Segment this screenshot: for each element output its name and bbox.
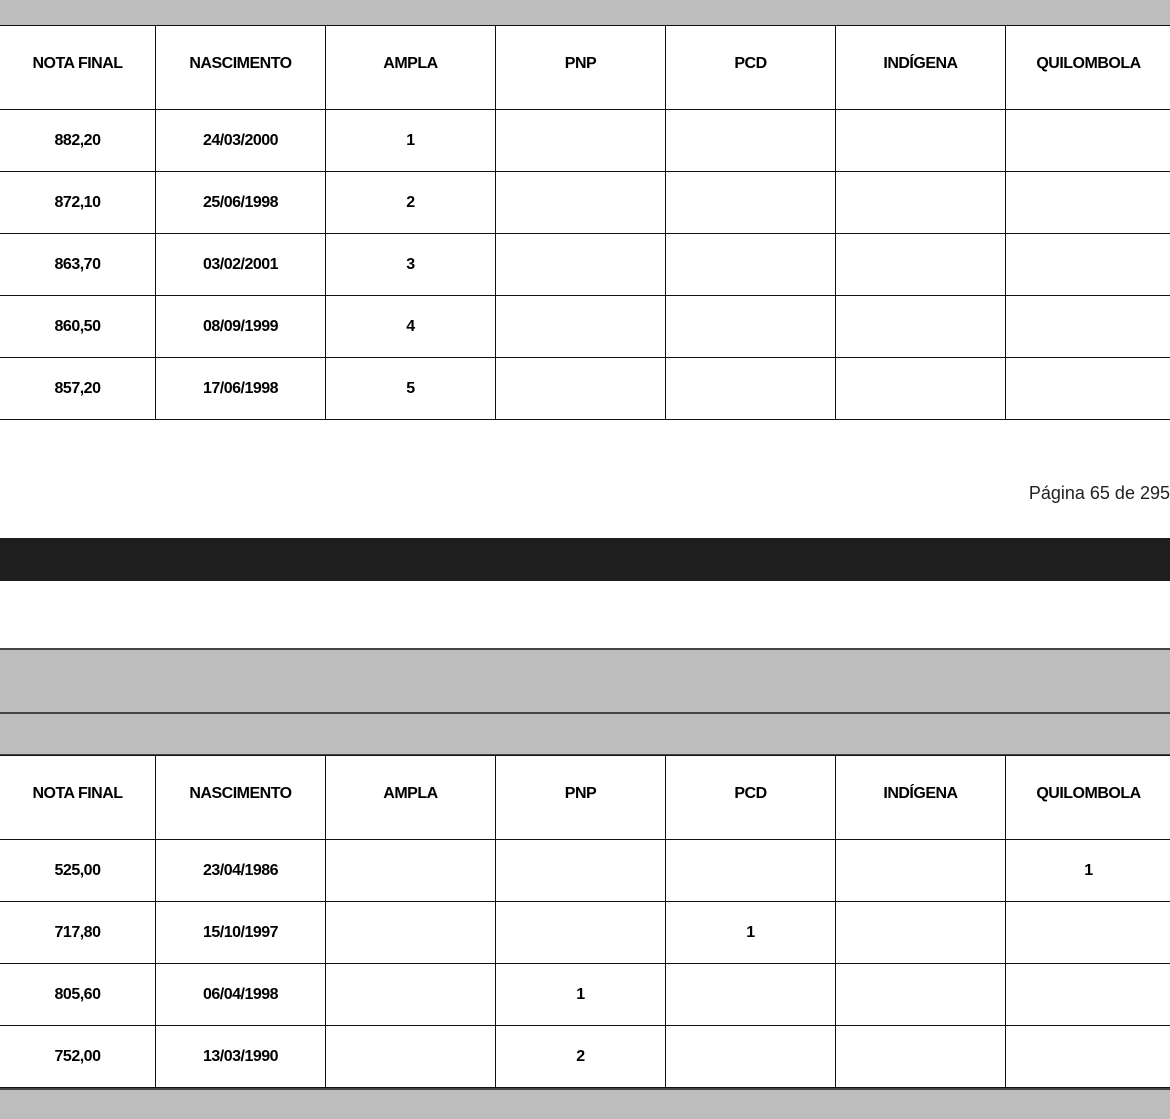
col-header-nascimento: NASCIMENTO — [156, 26, 326, 110]
cell-quilombola — [1006, 172, 1170, 234]
col-header-pcd: PCD — [666, 26, 836, 110]
cell-pcd — [666, 1026, 836, 1088]
cell-nota-final: 805,60 — [0, 964, 156, 1026]
cell-ampla: 4 — [326, 296, 496, 358]
cell-quilombola — [1006, 964, 1170, 1026]
cell-indigena — [836, 110, 1006, 172]
section-header-band — [0, 648, 1170, 714]
cell-ampla — [326, 964, 496, 1026]
cell-pnp — [496, 840, 666, 902]
cell-indigena — [836, 358, 1006, 420]
page-divider — [0, 538, 1170, 581]
table-row — [0, 840, 1170, 902]
cell-ampla: 3 — [326, 234, 496, 296]
cell-nascimento: 08/09/1999 — [156, 296, 326, 358]
cell-indigena — [836, 1026, 1006, 1088]
cell-pnp — [496, 358, 666, 420]
col-header-pnp: PNP — [496, 26, 666, 110]
cell-nascimento: 17/06/1998 — [156, 358, 326, 420]
col-header-pcd: PCD — [666, 756, 836, 840]
cell-pcd — [666, 840, 836, 902]
cell-pcd — [666, 964, 836, 1026]
cell-quilombola — [1006, 234, 1170, 296]
cell-pnp — [496, 296, 666, 358]
cell-nota-final: 882,20 — [0, 110, 156, 172]
cell-pnp — [496, 902, 666, 964]
cell-nota-final: 872,10 — [0, 172, 156, 234]
cell-ampla — [326, 902, 496, 964]
col-header-ampla: AMPLA — [326, 756, 496, 840]
cell-nota-final: 525,00 — [0, 840, 156, 902]
cell-nascimento: 24/03/2000 — [156, 110, 326, 172]
col-header-nota-final: NOTA FINAL — [0, 26, 156, 110]
cell-quilombola — [1006, 358, 1170, 420]
col-header-nascimento: NASCIMENTO — [156, 756, 326, 840]
cell-ampla: 1 — [326, 110, 496, 172]
table-row — [0, 234, 1170, 296]
page-number: Página 65 de 295 — [1028, 483, 1170, 503]
cell-indigena — [836, 172, 1006, 234]
cell-indigena — [836, 902, 1006, 964]
cell-ampla: 5 — [326, 358, 496, 420]
table-row — [0, 1026, 1170, 1088]
table-header-row — [0, 756, 1170, 840]
col-header-ampla: AMPLA — [326, 26, 496, 110]
cell-pcd — [666, 172, 836, 234]
cell-nota-final: 860,50 — [0, 296, 156, 358]
col-header-quilombola: QUILOMBOLA — [1006, 756, 1170, 840]
cell-pnp — [496, 172, 666, 234]
cell-indigena — [836, 840, 1006, 902]
cell-quilombola — [1006, 902, 1170, 964]
cell-nascimento: 25/06/1998 — [156, 172, 326, 234]
cell-pcd — [666, 358, 836, 420]
page-header-band — [0, 0, 1170, 25]
table-row — [0, 902, 1170, 964]
cell-pcd — [666, 296, 836, 358]
cell-pnp: 1 — [496, 964, 666, 1026]
cell-nascimento: 03/02/2001 — [156, 234, 326, 296]
cell-pcd: 1 — [666, 902, 836, 964]
col-header-pnp: PNP — [496, 756, 666, 840]
cell-quilombola: 1 — [1006, 840, 1170, 902]
cell-nascimento: 15/10/1997 — [156, 902, 326, 964]
cell-quilombola — [1006, 110, 1170, 172]
cell-pcd — [666, 234, 836, 296]
cell-pnp — [496, 110, 666, 172]
cell-quilombola — [1006, 1026, 1170, 1088]
col-header-quilombola: QUILOMBOLA — [1006, 26, 1170, 110]
table-row — [0, 110, 1170, 172]
cell-quilombola — [1006, 296, 1170, 358]
table-row — [0, 358, 1170, 420]
cell-indigena — [836, 234, 1006, 296]
cell-nota-final: 717,80 — [0, 902, 156, 964]
cell-indigena — [836, 296, 1006, 358]
cell-pnp — [496, 234, 666, 296]
table-header-row — [0, 26, 1170, 110]
cell-nascimento: 06/04/1998 — [156, 964, 326, 1026]
cell-nota-final: 863,70 — [0, 234, 156, 296]
cell-ampla — [326, 840, 496, 902]
col-header-indigena: INDÍGENA — [836, 26, 1006, 110]
cell-pnp: 2 — [496, 1026, 666, 1088]
cell-ampla: 2 — [326, 172, 496, 234]
ranking-table-1 — [0, 25, 1170, 420]
cell-ampla — [326, 1026, 496, 1088]
cell-nota-final: 857,20 — [0, 358, 156, 420]
table-row — [0, 172, 1170, 234]
table-row — [0, 964, 1170, 1026]
table-row — [0, 296, 1170, 358]
cell-nascimento: 23/04/1986 — [156, 840, 326, 902]
ranking-table-2 — [0, 755, 1170, 1088]
col-header-indigena: INDÍGENA — [836, 756, 1006, 840]
cell-pcd — [666, 110, 836, 172]
cell-nota-final: 752,00 — [0, 1026, 156, 1088]
subsection-header-band — [0, 714, 1170, 756]
cell-nascimento: 13/03/1990 — [156, 1026, 326, 1088]
page-footer-band — [0, 1088, 1170, 1119]
col-header-nota-final: NOTA FINAL — [0, 756, 156, 840]
cell-indigena — [836, 964, 1006, 1026]
